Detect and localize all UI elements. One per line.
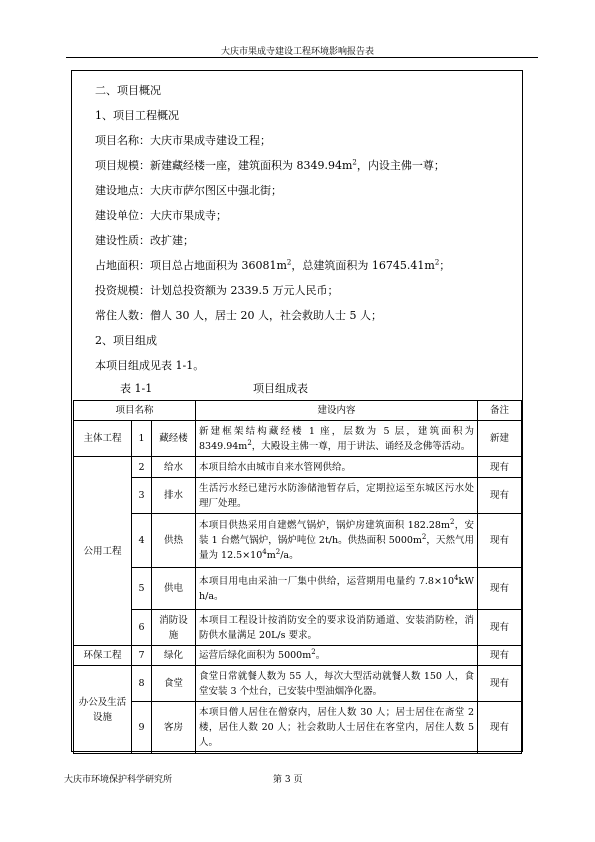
project-location: 建设地点：大庆市萨尔图区中强北街；	[95, 184, 282, 197]
table-intro: 本项目组成见表 1-1。	[95, 359, 205, 372]
row-content: 食堂日常就餐人数为 55 人，每次大型活动就餐人数 150 人，食堂安装 3 个灶台，已安装中型油烟净化器。	[196, 666, 478, 702]
row-group: 公用工程	[74, 457, 132, 646]
row-note: 现有	[478, 702, 522, 754]
header-rule	[66, 57, 538, 58]
project-composition-table	[73, 400, 522, 754]
row-item: 食堂	[152, 666, 196, 702]
table-caption-id: 表 1-1	[120, 382, 153, 395]
row-note: 现有	[478, 457, 522, 478]
row-number: 9	[132, 702, 152, 754]
row-item: 供热	[152, 514, 196, 568]
row-content: 运营后绿化面积为 $5000m^2$。	[196, 646, 478, 666]
row-number: 7	[132, 646, 152, 666]
row-content: 本项目用电由采油一厂集中供给，运营期用电量约 $7.8\times 10^4kW$ h/a。	[196, 568, 478, 610]
project-scale: 项目规模：新建藏经楼一座，建筑面积为 $8349.94m^2$，内设主佛一尊；	[95, 158, 445, 172]
row-note: 现有	[478, 514, 522, 568]
row-content: 本项目给水由城市自来水管网供给。	[196, 457, 478, 478]
construction-nature: 建设性质：改扩建；	[95, 234, 194, 247]
row-note: 现有	[478, 478, 522, 514]
table-row	[74, 702, 522, 754]
row-note: 现有	[478, 610, 522, 646]
row-content: 本项目僧人居住在僧寮内，居住人数 30 人；居士居住在斋堂 2 楼，居住人数 20 人；社会救助人士居住在客堂内，居住人数 5 人。	[196, 702, 478, 754]
row-content: 新建框架结构藏经楼 1 座，层数为 5 层，建筑面积为 $8349.94m^2$，大殿设主佛一尊，用于讲法、诵经及念佛等活动。	[196, 421, 478, 457]
row-number: 2	[132, 457, 152, 478]
row-item: 消防设施	[152, 610, 196, 646]
subsection-title-2: 2、项目组成	[95, 334, 157, 347]
table-row	[74, 666, 522, 702]
row-number: 1	[132, 421, 152, 457]
row-group: 主体工程	[74, 421, 132, 457]
table-row	[74, 514, 522, 568]
row-number: 4	[132, 514, 152, 568]
row-item: 排水	[152, 478, 196, 514]
row-note: 现有	[478, 666, 522, 702]
row-item: 给水	[152, 457, 196, 478]
header-project-name: 项目名称	[74, 401, 196, 421]
row-number: 6	[132, 610, 152, 646]
row-group: 办公及生活设施	[74, 666, 132, 754]
row-item: 客房	[152, 702, 196, 754]
footer-page-number: 第 3 页	[273, 775, 303, 785]
subsection-title-1: 1、项目工程概况	[95, 109, 179, 122]
footer-organization: 大庆市环境保护科学研究所	[64, 775, 173, 785]
header-note: 备注	[478, 401, 522, 421]
row-note: 新建	[478, 421, 522, 457]
table-row	[74, 568, 522, 610]
page-header: 大庆市果成寺建设工程环境影响报告表	[220, 47, 374, 57]
table-row	[74, 610, 522, 646]
investment-scale: 投资规模：计划总投资额为 2339.5 万元人民币；	[95, 284, 339, 297]
header-content: 建设内容	[196, 401, 478, 421]
row-group: 环保工程	[74, 646, 132, 666]
project-name: 项目名称：大庆市果成寺建设工程；	[95, 134, 271, 147]
row-content: 本项目供热采用自建燃气锅炉，锅炉房建筑面积 $182.28m^2$，安装 1 台燃气锅炉，锅炉吨位 2t/h。供热面积 $5000m^2$，天然气用量为 $12.5\times 10^4m^2/a$。	[196, 514, 478, 568]
row-number: 8	[132, 666, 152, 702]
resident-count: 常住人数：僧人 30 人，居士 20 人，社会救助人士 5 人；	[95, 309, 382, 322]
row-content: 生活污水经已建污水防渗储池暂存后，定期拉运至东城区污水处理厂处理。	[196, 478, 478, 514]
table-row	[74, 646, 522, 666]
row-note: 现有	[478, 646, 522, 666]
land-area: 占地面积：项目总占地面积为 $36081m^2$，总建筑面积为 $16745.41m^2$；	[95, 258, 451, 272]
table-row	[74, 478, 522, 514]
table-header-row	[74, 401, 522, 421]
section-title: 二、项目概况	[95, 84, 161, 97]
table-row	[74, 457, 522, 478]
table-caption-title: 项目组成表	[253, 382, 308, 395]
construction-unit: 建设单位：大庆市果成寺；	[95, 209, 227, 222]
row-item: 藏经楼	[152, 421, 196, 457]
row-content: 本项目工程设计按消防安全的要求设消防通道、安装消防栓，消防供水量满足 20L/s 要求。	[196, 610, 478, 646]
row-note: 现有	[478, 568, 522, 610]
row-number: 3	[132, 478, 152, 514]
row-item: 绿化	[152, 646, 196, 666]
row-item: 供电	[152, 568, 196, 610]
row-number: 5	[132, 568, 152, 610]
table-row	[74, 421, 522, 457]
